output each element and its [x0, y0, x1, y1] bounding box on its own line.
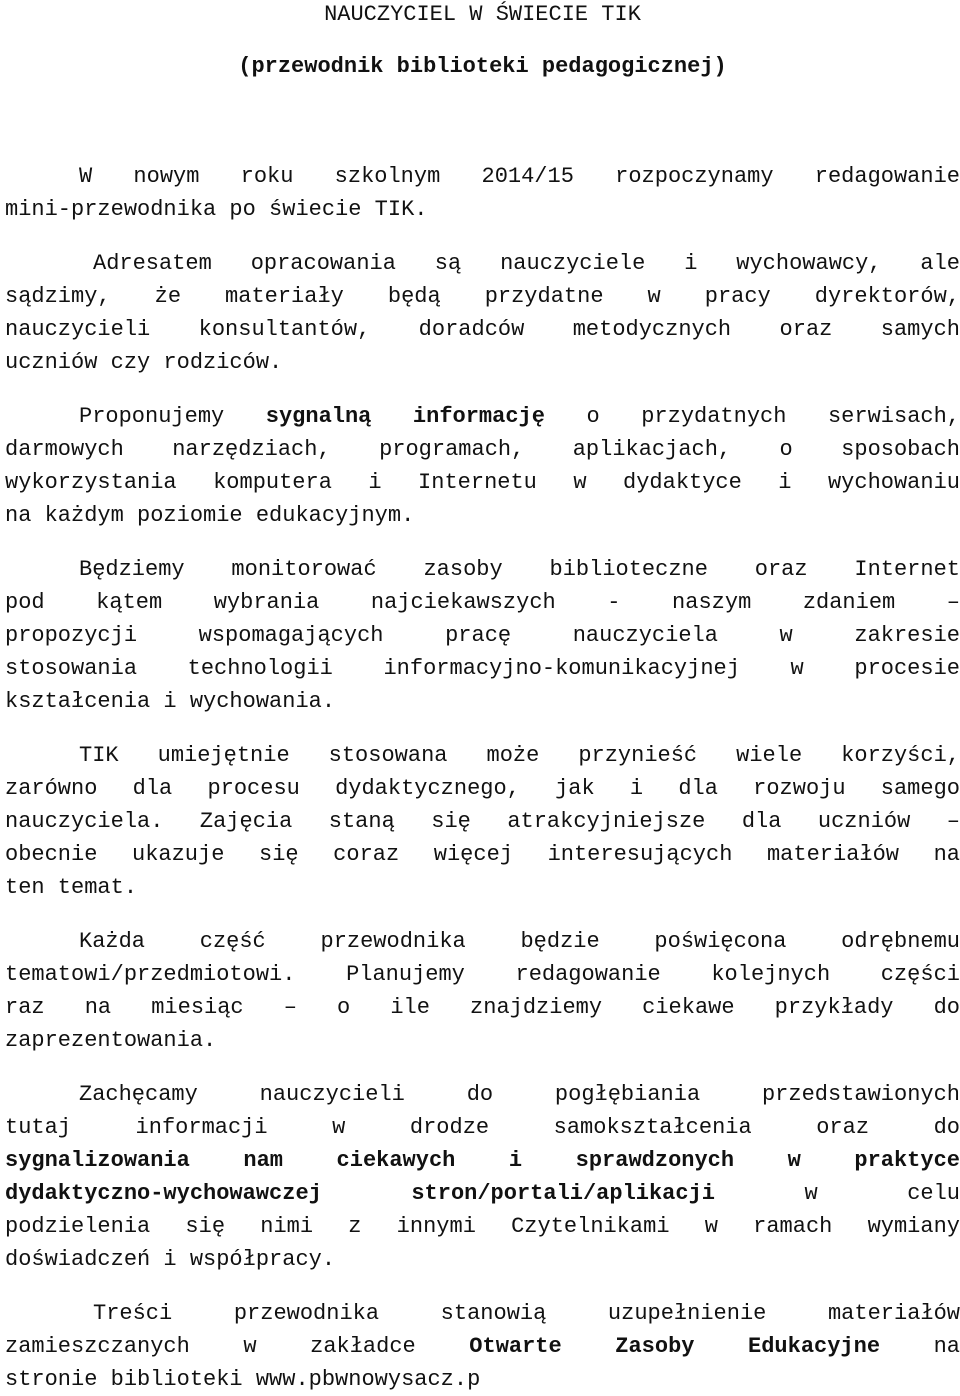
text-line: wykorzystania komputera i Internetu w dydaktyce i wychowaniu	[5, 470, 960, 495]
bold-phrase: dydaktyczno-wychowawczej stron/portali/aplikacji	[5, 1181, 715, 1206]
paragraph-parts	[5, 925, 960, 1057]
paragraph-intro	[5, 160, 960, 226]
text-segment: na	[880, 1334, 960, 1359]
bold-phrase: sygnalną informację	[265, 404, 545, 429]
text-line: TIK umiejętnie stosowana może przynieść wiele korzyści,	[79, 743, 960, 768]
text-line: Każda część przewodnika będzie poświęcona odrębnemu	[79, 929, 960, 954]
text-line: zarówno dla procesu dydaktycznego, jak i dla rozwoju samego	[5, 776, 960, 801]
paragraph-proposal	[5, 400, 960, 532]
text-line: na każdym poziomie edukacyjnym.	[5, 503, 415, 528]
text-line: mini-przewodnika po świecie TIK.	[5, 197, 428, 222]
text-line: podzielenia się nimi z innymi Czytelnikami w ramach wymiany	[5, 1214, 960, 1239]
text-line: Będziemy monitorować zasoby biblioteczne oraz Internet	[79, 557, 960, 582]
bold-phrase: sygnalizowania nam ciekawych i sprawdzonych w praktyce	[5, 1148, 960, 1173]
text-segment: zamieszczanych w zakładce	[5, 1334, 470, 1359]
text-line: ten temat.	[5, 875, 138, 900]
text-line: obecnie ukazuje się coraz więcej interesujących materiałów na	[5, 842, 960, 867]
paragraph-oer	[5, 1297, 960, 1396]
text-line	[5, 1144, 960, 1177]
paragraph-monitoring	[5, 553, 960, 718]
text-line: Zachęcamy nauczycieli do pogłębiania przedstawionych	[79, 1082, 960, 1107]
text-line: sądzimy, że materiały będą przydatne w pracy dyrektorów,	[5, 284, 960, 309]
text-line: W nowym roku szkolnym 2014/15 rozpoczynamy redagowanie	[79, 164, 960, 189]
text-segment: w celu	[715, 1181, 960, 1206]
text-line	[5, 1330, 960, 1363]
text-line: kształcenia i wychowania.	[5, 689, 336, 714]
text-line: zaprezentowania.	[5, 1028, 217, 1053]
document-subtitle: (przewodnik biblioteki pedagogicznej)	[238, 54, 727, 79]
document-title: NAUCZYCIEL W ŚWIECIE TIK	[324, 2, 641, 27]
text-line: doświadczeń i współpracy.	[5, 1247, 336, 1272]
text-line: tematowi/przedmiotowi. Planujemy redagowanie kolejnych części	[5, 962, 960, 987]
text-line: Adresatem opracowania są nauczyciele i wychowawcy, ale	[93, 251, 960, 276]
text-line: Treści przewodnika stanowią uzupełnienie materiałów	[93, 1301, 960, 1326]
paragraph-benefits	[5, 739, 960, 904]
text-line: uczniów czy rodziców.	[5, 350, 283, 375]
text-line	[5, 1177, 960, 1210]
text-line: stosowania technologii informacyjno-komunikacyjnej w procesie	[5, 656, 960, 681]
text-line: nauczyciela. Zajęcia staną się atrakcyjniejsze dla uczniów –	[5, 809, 960, 834]
paragraph-audience	[5, 247, 960, 379]
paragraph-encouragement	[5, 1078, 960, 1276]
text-line: darmowych narzędziach, programach, aplikacjach, o sposobach	[5, 437, 960, 462]
text-line: propozycji wspomagających pracę nauczyciela w zakresie	[5, 623, 960, 648]
text-line	[5, 400, 960, 433]
text-line: pod kątem wybrania najciekawszych - naszym zdaniem –	[5, 590, 960, 615]
text-segment: o przydatnych serwisach,	[544, 404, 960, 429]
bold-phrase: Otwarte Zasoby Edukacyjne	[469, 1334, 881, 1359]
text-line: nauczycieli konsultantów, doradców metodycznych oraz samych	[5, 317, 960, 342]
text-line: raz na miesiąc – o ile znajdziemy ciekawe przykłady do	[5, 995, 960, 1020]
text-line: tutaj informacji w drodze samokształcenia oraz do	[5, 1115, 960, 1140]
text-segment: Proponujemy	[79, 404, 266, 429]
text-line: stronie biblioteki www.pbwnowysacz.p	[5, 1367, 481, 1392]
